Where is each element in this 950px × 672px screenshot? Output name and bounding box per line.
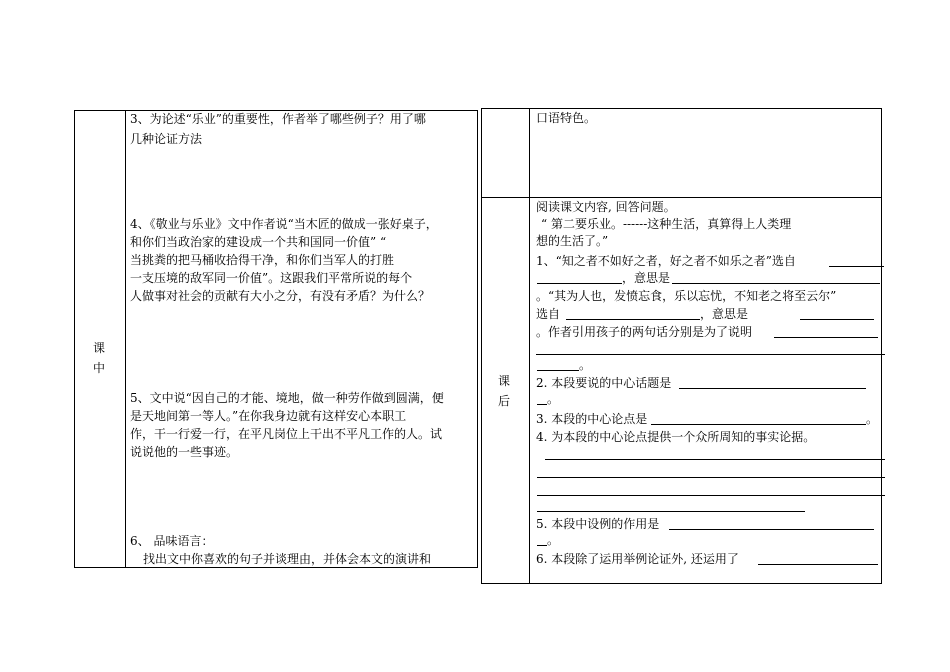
r-q5-blank[interactable] (669, 529, 874, 530)
q4-line3: 当挑粪的把马桶收拾得干净，和你们当军人的打胜 (130, 253, 395, 267)
q5-line1: 5、文中说“因自己的才能、境地，做一种劳作做到圆满，便 (130, 391, 444, 405)
r-q1-blank8[interactable] (537, 370, 579, 371)
r-q5-text: 5. 本段中设例的作用是 (536, 517, 660, 531)
q4-line2: 和你们当政治家的建设成一个共和国同一价值” “ (130, 235, 387, 249)
r-q1-line1: 1、“知之者不如好之者，好之者不如乐之者”选自 (536, 254, 796, 268)
r-q2-text: 2. 本段要说的中心话题是 (536, 376, 672, 390)
r-q1-line5: 。作者引用孩子的两句话分别是为了说明 (536, 325, 753, 339)
q4-line5: 人做事对社会的贡献有大小之分，有没有矛盾？为什么？ (130, 289, 431, 303)
r-q3-blank[interactable] (651, 424, 866, 425)
q6-line1: 6、 品味语言： (130, 534, 214, 548)
r-q1-line7-suffix: 。 (579, 358, 592, 372)
r-q3-text: 3. 本段的中心论点是 (536, 412, 648, 426)
reading-intro: 阅读课文内容, 回答问题。 (536, 200, 676, 214)
q5-line2: 是天地间第一等人。”在你我身边就有这样安心本职工 (130, 409, 407, 423)
q6-line2: 找出文中你喜欢的句子并谈理由，并体会本文的演讲和 (143, 552, 432, 566)
r-q1-line4-mid: ，意思是 (700, 307, 749, 321)
q4-line4: 一支压境的敌军同一价值”。这跟我们平常所说的每个 (130, 271, 413, 285)
r-q1-blank1[interactable] (829, 266, 884, 267)
r-q1-line4-prefix: 选自 (536, 307, 561, 321)
r-q4-answer-line3[interactable] (537, 495, 885, 496)
right-table-divider (529, 108, 530, 584)
r-q1-line2-suffix: ，意思是 (622, 271, 671, 285)
right-table-row-divider (481, 197, 882, 198)
right-table (481, 108, 882, 584)
r-q3-end: 。 (866, 412, 879, 426)
left-table (74, 110, 478, 568)
r-q1-blank4[interactable] (566, 319, 700, 320)
r-q6-text: 6. 本段除了运用举例论证外, 还运用了 (536, 552, 739, 566)
r-q5-blank-cont[interactable] (537, 545, 547, 546)
r-q1-blank2[interactable] (537, 283, 622, 284)
q4-line1: 4、《敬业与乐业》文中作者说“当木匠的做成一张好桌子， (130, 217, 438, 231)
q5-line3: 作，干一行爱一行，在平凡岗位上干出不平凡工作的人。试 (130, 427, 443, 441)
r-q1-blank5[interactable] (800, 319, 874, 320)
section-label-in-class: 课中 (92, 341, 105, 375)
r-q2-end: 。 (547, 392, 560, 406)
r-q4-answer-line1[interactable] (545, 459, 885, 460)
r-q2-blank-cont[interactable] (537, 404, 547, 405)
r-q1-blank6[interactable] (774, 337, 878, 338)
r-q6-blank[interactable] (758, 564, 878, 565)
section-label-after-class: 课后 (497, 374, 510, 408)
right-top-text: 口语特色。 (536, 111, 597, 125)
r-q4-answer-line4[interactable] (537, 511, 805, 512)
r-q4-answer-line2[interactable] (537, 477, 885, 478)
left-table-divider (125, 110, 126, 568)
r-q5-end: 。 (547, 533, 560, 547)
r-q1-line3: 。“其为人也，发愤忘食，乐以忘忧，不知老之将至云尔” (536, 289, 837, 303)
r-q1-blank7[interactable] (536, 354, 885, 355)
r-q1-blank3[interactable] (672, 283, 880, 284)
r-q4-text: 4. 为本段的中心论点提供一个众所周知的事实论据。 (536, 430, 816, 444)
passage-quote-line1: “ 第二要乐业。------这种生活，真算得上人类理 (541, 217, 792, 231)
q3-line1: 3、为论述“乐业”的重要性，作者举了哪些例子？用了哪 (130, 112, 426, 126)
q5-line4: 说说他的一些事迹。 (130, 445, 239, 459)
q3-line2: 几种论证方法 (130, 132, 203, 146)
r-q2-blank[interactable] (679, 388, 866, 389)
passage-quote-line2: 想的生活了。” (536, 234, 609, 248)
